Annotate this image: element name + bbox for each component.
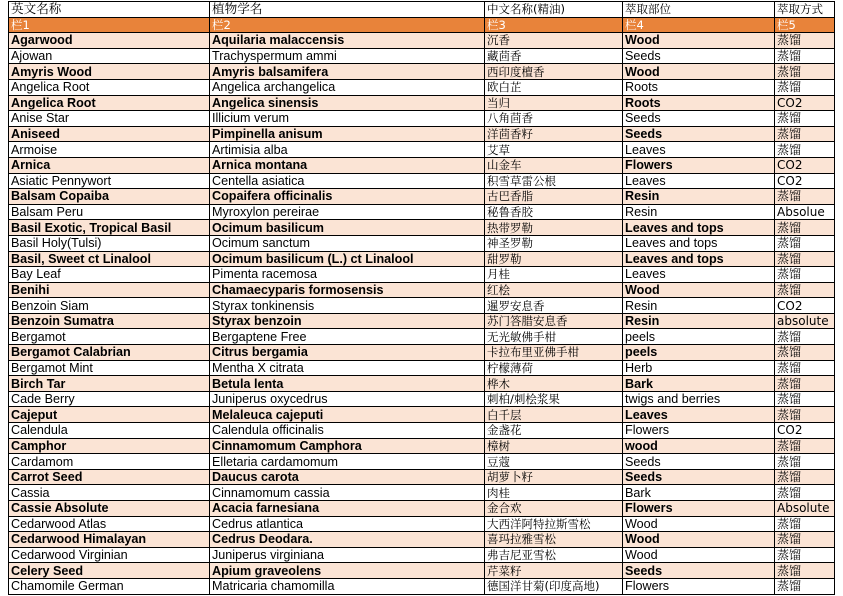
english-name-cell[interactable]: Basil Holy(Tulsi) <box>9 235 210 251</box>
extraction-part-cell[interactable]: twigs and berries <box>623 391 775 407</box>
table-row[interactable] <box>9 547 835 563</box>
english-name-cell[interactable]: Cade Berry <box>9 391 210 407</box>
extraction-method-cell[interactable]: 蒸馏 <box>775 111 835 127</box>
header-cell-chinese-name[interactable]: 中文名称(精油) <box>485 2 623 18</box>
table-row[interactable] <box>9 142 835 158</box>
english-name-cell[interactable]: Aniseed <box>9 126 210 142</box>
table-row[interactable] <box>9 407 835 423</box>
extraction-method-cell[interactable]: 蒸馏 <box>775 438 835 454</box>
chinese-name-cell[interactable]: 金合欢 <box>485 501 623 517</box>
extraction-part-cell[interactable]: peels <box>623 345 775 361</box>
chinese-name-cell[interactable]: 豆蔻 <box>485 454 623 470</box>
english-name-cell[interactable]: Benzoin Sumatra <box>9 313 210 329</box>
english-name-cell[interactable]: Amyris Wood <box>9 64 210 80</box>
extraction-method-cell[interactable]: 蒸馏 <box>775 251 835 267</box>
english-name-cell[interactable]: Cardamom <box>9 454 210 470</box>
chinese-name-cell[interactable]: 樟树 <box>485 438 623 454</box>
header-row <box>9 2 835 18</box>
extraction-part-cell[interactable]: Leaves <box>623 173 775 189</box>
chinese-name-cell[interactable]: 金盏花 <box>485 423 623 439</box>
extraction-method-cell[interactable]: 蒸馏 <box>775 391 835 407</box>
extraction-method-cell[interactable]: 蒸馏 <box>775 485 835 501</box>
english-name-cell[interactable]: Basil, Sweet ct Linalool <box>9 251 210 267</box>
extraction-method-cell[interactable]: 蒸馏 <box>775 345 835 361</box>
table-row[interactable] <box>9 189 835 205</box>
botanical-name-cell[interactable]: Cinnamomum Camphora <box>210 438 485 454</box>
english-name-cell[interactable]: Celery Seed <box>9 563 210 579</box>
chinese-name-cell[interactable]: 月桂 <box>485 267 623 283</box>
header-cell-english-name[interactable]: 英文名称 <box>9 2 210 18</box>
extraction-method-cell[interactable]: absolute <box>775 313 835 329</box>
table-row[interactable] <box>9 282 835 298</box>
table-row[interactable] <box>9 423 835 439</box>
extraction-part-cell[interactable]: Resin <box>623 204 775 220</box>
extraction-method-cell[interactable]: 蒸馏 <box>775 407 835 423</box>
botanical-name-cell[interactable]: Cedrus Deodara. <box>210 532 485 548</box>
english-name-cell[interactable]: Bay Leaf <box>9 267 210 283</box>
extraction-method-cell[interactable]: Absolute <box>775 501 835 517</box>
botanical-name-cell[interactable]: Juniperus virginiana <box>210 547 485 563</box>
extraction-part-cell[interactable]: Flowers <box>623 578 775 594</box>
english-name-cell[interactable]: Balsam Peru <box>9 204 210 220</box>
column-label-row <box>9 17 835 33</box>
extraction-method-cell[interactable]: 蒸馏 <box>775 282 835 298</box>
chinese-name-cell[interactable]: 桦木 <box>485 376 623 392</box>
extraction-part-cell[interactable]: Seeds <box>623 126 775 142</box>
extraction-part-cell[interactable]: Wood <box>623 532 775 548</box>
chinese-name-cell[interactable]: 沉香 <box>485 33 623 49</box>
extraction-method-cell[interactable]: 蒸馏 <box>775 267 835 283</box>
english-name-cell[interactable]: Chamomile German <box>9 578 210 594</box>
table-row[interactable] <box>9 391 835 407</box>
extraction-method-cell[interactable]: 蒸馏 <box>775 235 835 251</box>
extraction-part-cell[interactable]: Leaves and tops <box>623 251 775 267</box>
extraction-part-cell[interactable]: wood <box>623 438 775 454</box>
chinese-name-cell[interactable]: 芹菜籽 <box>485 563 623 579</box>
botanical-name-cell[interactable]: Styrax benzoin <box>210 313 485 329</box>
botanical-name-cell[interactable]: Ocimum sanctum <box>210 235 485 251</box>
botanical-name-cell[interactable]: Juniperus oxycedrus <box>210 391 485 407</box>
chinese-name-cell[interactable]: 艾草 <box>485 142 623 158</box>
english-name-cell[interactable]: Cedarwood Virginian <box>9 547 210 563</box>
english-name-cell[interactable]: Asiatic Pennywort <box>9 173 210 189</box>
table-row[interactable] <box>9 235 835 251</box>
header-cell-botanical-name[interactable]: 植物学名 <box>210 2 485 18</box>
extraction-method-cell[interactable]: 蒸馏 <box>775 469 835 485</box>
botanical-name-cell[interactable]: Bergaptene Free <box>210 329 485 345</box>
extraction-part-cell[interactable]: Wood <box>623 64 775 80</box>
table-body <box>9 33 835 594</box>
extraction-part-cell[interactable]: Wood <box>623 33 775 49</box>
botanical-name-cell[interactable]: Matricaria chamomilla <box>210 578 485 594</box>
botanical-name-cell[interactable]: Cinnamomum cassia <box>210 485 485 501</box>
extraction-part-cell[interactable]: Roots <box>623 95 775 111</box>
english-name-cell[interactable]: Calendula <box>9 423 210 439</box>
english-name-cell[interactable]: Bergamot Calabrian <box>9 345 210 361</box>
table-row[interactable] <box>9 79 835 95</box>
chinese-name-cell[interactable]: 山金车 <box>485 157 623 173</box>
extraction-method-cell[interactable]: 蒸馏 <box>775 126 835 142</box>
table-row[interactable] <box>9 251 835 267</box>
chinese-name-cell[interactable]: 苏门答腊安息香 <box>485 313 623 329</box>
english-name-cell[interactable]: Cassia <box>9 485 210 501</box>
botanical-name-cell[interactable]: Cedrus atlantica <box>210 516 485 532</box>
extraction-part-cell[interactable]: Flowers <box>623 157 775 173</box>
botanical-name-cell[interactable]: Mentha X citrata <box>210 360 485 376</box>
extraction-method-cell[interactable]: 蒸馏 <box>775 79 835 95</box>
table-row[interactable] <box>9 516 835 532</box>
english-name-cell[interactable]: Cajeput <box>9 407 210 423</box>
botanical-name-cell[interactable]: Styrax tonkinensis <box>210 298 485 314</box>
extraction-method-cell[interactable]: CO2 <box>775 173 835 189</box>
column-label-3[interactable]: 栏3 <box>485 17 623 33</box>
chinese-name-cell[interactable]: 积雪草雷公根 <box>485 173 623 189</box>
extraction-method-cell[interactable]: 蒸馏 <box>775 220 835 236</box>
column-label-1[interactable]: 栏1 <box>9 17 210 33</box>
english-name-cell[interactable]: Balsam Copaiba <box>9 189 210 205</box>
chinese-name-cell[interactable]: 八角茴香 <box>485 111 623 127</box>
botanical-name-cell[interactable]: Centella asiatica <box>210 173 485 189</box>
botanical-name-cell[interactable]: Artimisia alba <box>210 142 485 158</box>
botanical-name-cell[interactable]: Acacia farnesiana <box>210 501 485 517</box>
extraction-part-cell[interactable]: Leaves <box>623 142 775 158</box>
extraction-part-cell[interactable]: Roots <box>623 79 775 95</box>
english-name-cell[interactable]: Birch Tar <box>9 376 210 392</box>
extraction-part-cell[interactable]: Wood <box>623 282 775 298</box>
extraction-part-cell[interactable]: Flowers <box>623 423 775 439</box>
extraction-method-cell[interactable]: 蒸馏 <box>775 578 835 594</box>
extraction-method-cell[interactable]: CO2 <box>775 298 835 314</box>
botanical-name-cell[interactable]: Aquilaria malaccensis <box>210 33 485 49</box>
table-row[interactable] <box>9 313 835 329</box>
chinese-name-cell[interactable]: 白千层 <box>485 407 623 423</box>
botanical-name-cell[interactable]: Betula lenta <box>210 376 485 392</box>
extraction-method-cell[interactable]: 蒸馏 <box>775 48 835 64</box>
extraction-part-cell[interactable]: Seeds <box>623 48 775 64</box>
table-row[interactable] <box>9 578 835 594</box>
table-row[interactable] <box>9 204 835 220</box>
table-row[interactable] <box>9 64 835 80</box>
botanical-name-cell[interactable]: Myroxylon pereirae <box>210 204 485 220</box>
extraction-method-cell[interactable]: 蒸馏 <box>775 33 835 49</box>
table-row[interactable] <box>9 267 835 283</box>
english-name-cell[interactable]: Bergamot <box>9 329 210 345</box>
extraction-part-cell[interactable]: Wood <box>623 516 775 532</box>
chinese-name-cell[interactable]: 当归 <box>485 95 623 111</box>
english-name-cell[interactable]: Anise Star <box>9 111 210 127</box>
chinese-name-cell[interactable]: 柠檬薄荷 <box>485 360 623 376</box>
chinese-name-cell[interactable]: 古巴香脂 <box>485 189 623 205</box>
english-name-cell[interactable]: Camphor <box>9 438 210 454</box>
table-row[interactable] <box>9 360 835 376</box>
table-row[interactable] <box>9 298 835 314</box>
extraction-method-cell[interactable]: 蒸馏 <box>775 563 835 579</box>
chinese-name-cell[interactable]: 胡萝卜籽 <box>485 469 623 485</box>
header-cell-extraction-method[interactable]: 萃取方式 <box>775 2 835 18</box>
extraction-part-cell[interactable]: Resin <box>623 298 775 314</box>
botanical-name-cell[interactable]: Apium graveolens <box>210 563 485 579</box>
extraction-method-cell[interactable]: Absolue <box>775 204 835 220</box>
table-row[interactable] <box>9 329 835 345</box>
botanical-name-cell[interactable]: Ocimum basilicum <box>210 220 485 236</box>
extraction-part-cell[interactable]: Bark <box>623 485 775 501</box>
chinese-name-cell[interactable]: 刺柏/刺桧浆果 <box>485 391 623 407</box>
table-row[interactable] <box>9 33 835 49</box>
extraction-method-cell[interactable]: CO2 <box>775 423 835 439</box>
chinese-name-cell[interactable]: 红桧 <box>485 282 623 298</box>
english-name-cell[interactable]: Armoise <box>9 142 210 158</box>
table-row[interactable] <box>9 532 835 548</box>
chinese-name-cell[interactable]: 甜罗勒 <box>485 251 623 267</box>
table-row[interactable] <box>9 485 835 501</box>
table-row[interactable] <box>9 157 835 173</box>
table-row[interactable] <box>9 48 835 64</box>
extraction-part-cell[interactable]: Leaves <box>623 267 775 283</box>
table-row[interactable] <box>9 95 835 111</box>
chinese-name-cell[interactable]: 西印度檀香 <box>485 64 623 80</box>
extraction-method-cell[interactable]: 蒸馏 <box>775 547 835 563</box>
botanical-name-cell[interactable]: Chamaecyparis formosensis <box>210 282 485 298</box>
botanical-name-cell[interactable]: Pimpinella anisum <box>210 126 485 142</box>
extraction-part-cell[interactable]: Leaves and tops <box>623 220 775 236</box>
extraction-part-cell[interactable]: Leaves and tops <box>623 235 775 251</box>
botanical-name-cell[interactable]: Daucus carota <box>210 469 485 485</box>
table-row[interactable] <box>9 345 835 361</box>
chinese-name-cell[interactable]: 秘鲁香胶 <box>485 204 623 220</box>
extraction-part-cell[interactable]: Leaves <box>623 407 775 423</box>
chinese-name-cell[interactable]: 肉桂 <box>485 485 623 501</box>
table-row[interactable] <box>9 220 835 236</box>
english-name-cell[interactable]: Bergamot Mint <box>9 360 210 376</box>
extraction-method-cell[interactable]: 蒸馏 <box>775 189 835 205</box>
botanical-name-cell[interactable]: Ocimum basilicum (L.) ct Linalool <box>210 251 485 267</box>
chinese-name-cell[interactable]: 欧白芷 <box>485 79 623 95</box>
english-name-cell[interactable]: Angelica Root <box>9 95 210 111</box>
extraction-method-cell[interactable]: 蒸馏 <box>775 360 835 376</box>
table-row[interactable] <box>9 173 835 189</box>
botanical-name-cell[interactable]: Angelica sinensis <box>210 95 485 111</box>
column-label-5[interactable]: 栏5 <box>775 17 835 33</box>
botanical-name-cell[interactable]: Elletaria cardamomum <box>210 454 485 470</box>
extraction-method-cell[interactable]: 蒸馏 <box>775 329 835 345</box>
table-row[interactable] <box>9 563 835 579</box>
extraction-part-cell[interactable]: Bark <box>623 376 775 392</box>
column-label-2[interactable]: 栏2 <box>210 17 485 33</box>
table-row[interactable] <box>9 126 835 142</box>
extraction-part-cell[interactable]: Resin <box>623 313 775 329</box>
chinese-name-cell[interactable]: 弗吉尼亚雪松 <box>485 547 623 563</box>
english-name-cell[interactable]: Carrot Seed <box>9 469 210 485</box>
table-row[interactable] <box>9 454 835 470</box>
english-name-cell[interactable]: Arnica <box>9 157 210 173</box>
chinese-name-cell[interactable]: 热带罗勒 <box>485 220 623 236</box>
table-row[interactable] <box>9 501 835 517</box>
extraction-method-cell[interactable]: 蒸馏 <box>775 64 835 80</box>
header-cell-extraction-part[interactable]: 萃取部位 <box>623 2 775 18</box>
extraction-part-cell[interactable]: Seeds <box>623 469 775 485</box>
english-name-cell[interactable]: Ajowan <box>9 48 210 64</box>
extraction-method-cell[interactable]: 蒸馏 <box>775 454 835 470</box>
chinese-name-cell[interactable]: 藏茴香 <box>485 48 623 64</box>
table-row[interactable] <box>9 438 835 454</box>
chinese-name-cell[interactable]: 洋茴香籽 <box>485 126 623 142</box>
botanical-name-cell[interactable]: Illicium verum <box>210 111 485 127</box>
chinese-name-cell[interactable]: 卡拉布里亚佛手柑 <box>485 345 623 361</box>
extraction-part-cell[interactable]: Seeds <box>623 563 775 579</box>
chinese-name-cell[interactable]: 德国洋甘菊(印度高地) <box>485 578 623 594</box>
column-label-4[interactable]: 栏4 <box>623 17 775 33</box>
botanical-name-cell[interactable]: Calendula officinalis <box>210 423 485 439</box>
extraction-part-cell[interactable]: Seeds <box>623 454 775 470</box>
table-row[interactable] <box>9 469 835 485</box>
extraction-part-cell[interactable]: peels <box>623 329 775 345</box>
table-row[interactable] <box>9 111 835 127</box>
extraction-part-cell[interactable]: Wood <box>623 547 775 563</box>
extraction-method-cell[interactable]: CO2 <box>775 157 835 173</box>
english-name-cell[interactable]: Angelica Root <box>9 79 210 95</box>
botanical-name-cell[interactable]: Melaleuca cajeputi <box>210 407 485 423</box>
botanical-name-cell[interactable]: Angelica archangelica <box>210 79 485 95</box>
english-name-cell[interactable]: Cassie Absolute <box>9 501 210 517</box>
extraction-method-cell[interactable]: 蒸馏 <box>775 142 835 158</box>
chinese-name-cell[interactable]: 大西洋阿特拉斯雪松 <box>485 516 623 532</box>
botanical-name-cell[interactable]: Arnica montana <box>210 157 485 173</box>
english-name-cell[interactable]: Cedarwood Atlas <box>9 516 210 532</box>
english-name-cell[interactable]: Benzoin Siam <box>9 298 210 314</box>
chinese-name-cell[interactable]: 暹罗安息香 <box>485 298 623 314</box>
botanical-name-cell[interactable]: Pimenta racemosa <box>210 267 485 283</box>
extraction-method-cell[interactable]: 蒸馏 <box>775 376 835 392</box>
botanical-name-cell[interactable]: Copaifera officinalis <box>210 189 485 205</box>
extraction-part-cell[interactable]: Flowers <box>623 501 775 517</box>
english-name-cell[interactable]: Cedarwood Himalayan <box>9 532 210 548</box>
extraction-method-cell[interactable]: CO2 <box>775 95 835 111</box>
chinese-name-cell[interactable]: 喜玛拉雅雪松 <box>485 532 623 548</box>
botanical-name-cell[interactable]: Trachyspermum ammi <box>210 48 485 64</box>
english-name-cell[interactable]: Basil Exotic, Tropical Basil <box>9 220 210 236</box>
botanical-name-cell[interactable]: Amyris balsamifera <box>210 64 485 80</box>
extraction-part-cell[interactable]: Resin <box>623 189 775 205</box>
english-name-cell[interactable]: Benihi <box>9 282 210 298</box>
chinese-name-cell[interactable]: 无光敏佛手柑 <box>485 329 623 345</box>
table-row[interactable] <box>9 376 835 392</box>
oil-table <box>8 1 835 595</box>
extraction-part-cell[interactable]: Seeds <box>623 111 775 127</box>
extraction-method-cell[interactable]: 蒸馏 <box>775 516 835 532</box>
english-name-cell[interactable]: Agarwood <box>9 33 210 49</box>
extraction-method-cell[interactable]: 蒸馏 <box>775 532 835 548</box>
chinese-name-cell[interactable]: 神圣罗勒 <box>485 235 623 251</box>
botanical-name-cell[interactable]: Citrus bergamia <box>210 345 485 361</box>
extraction-part-cell[interactable]: Herb <box>623 360 775 376</box>
